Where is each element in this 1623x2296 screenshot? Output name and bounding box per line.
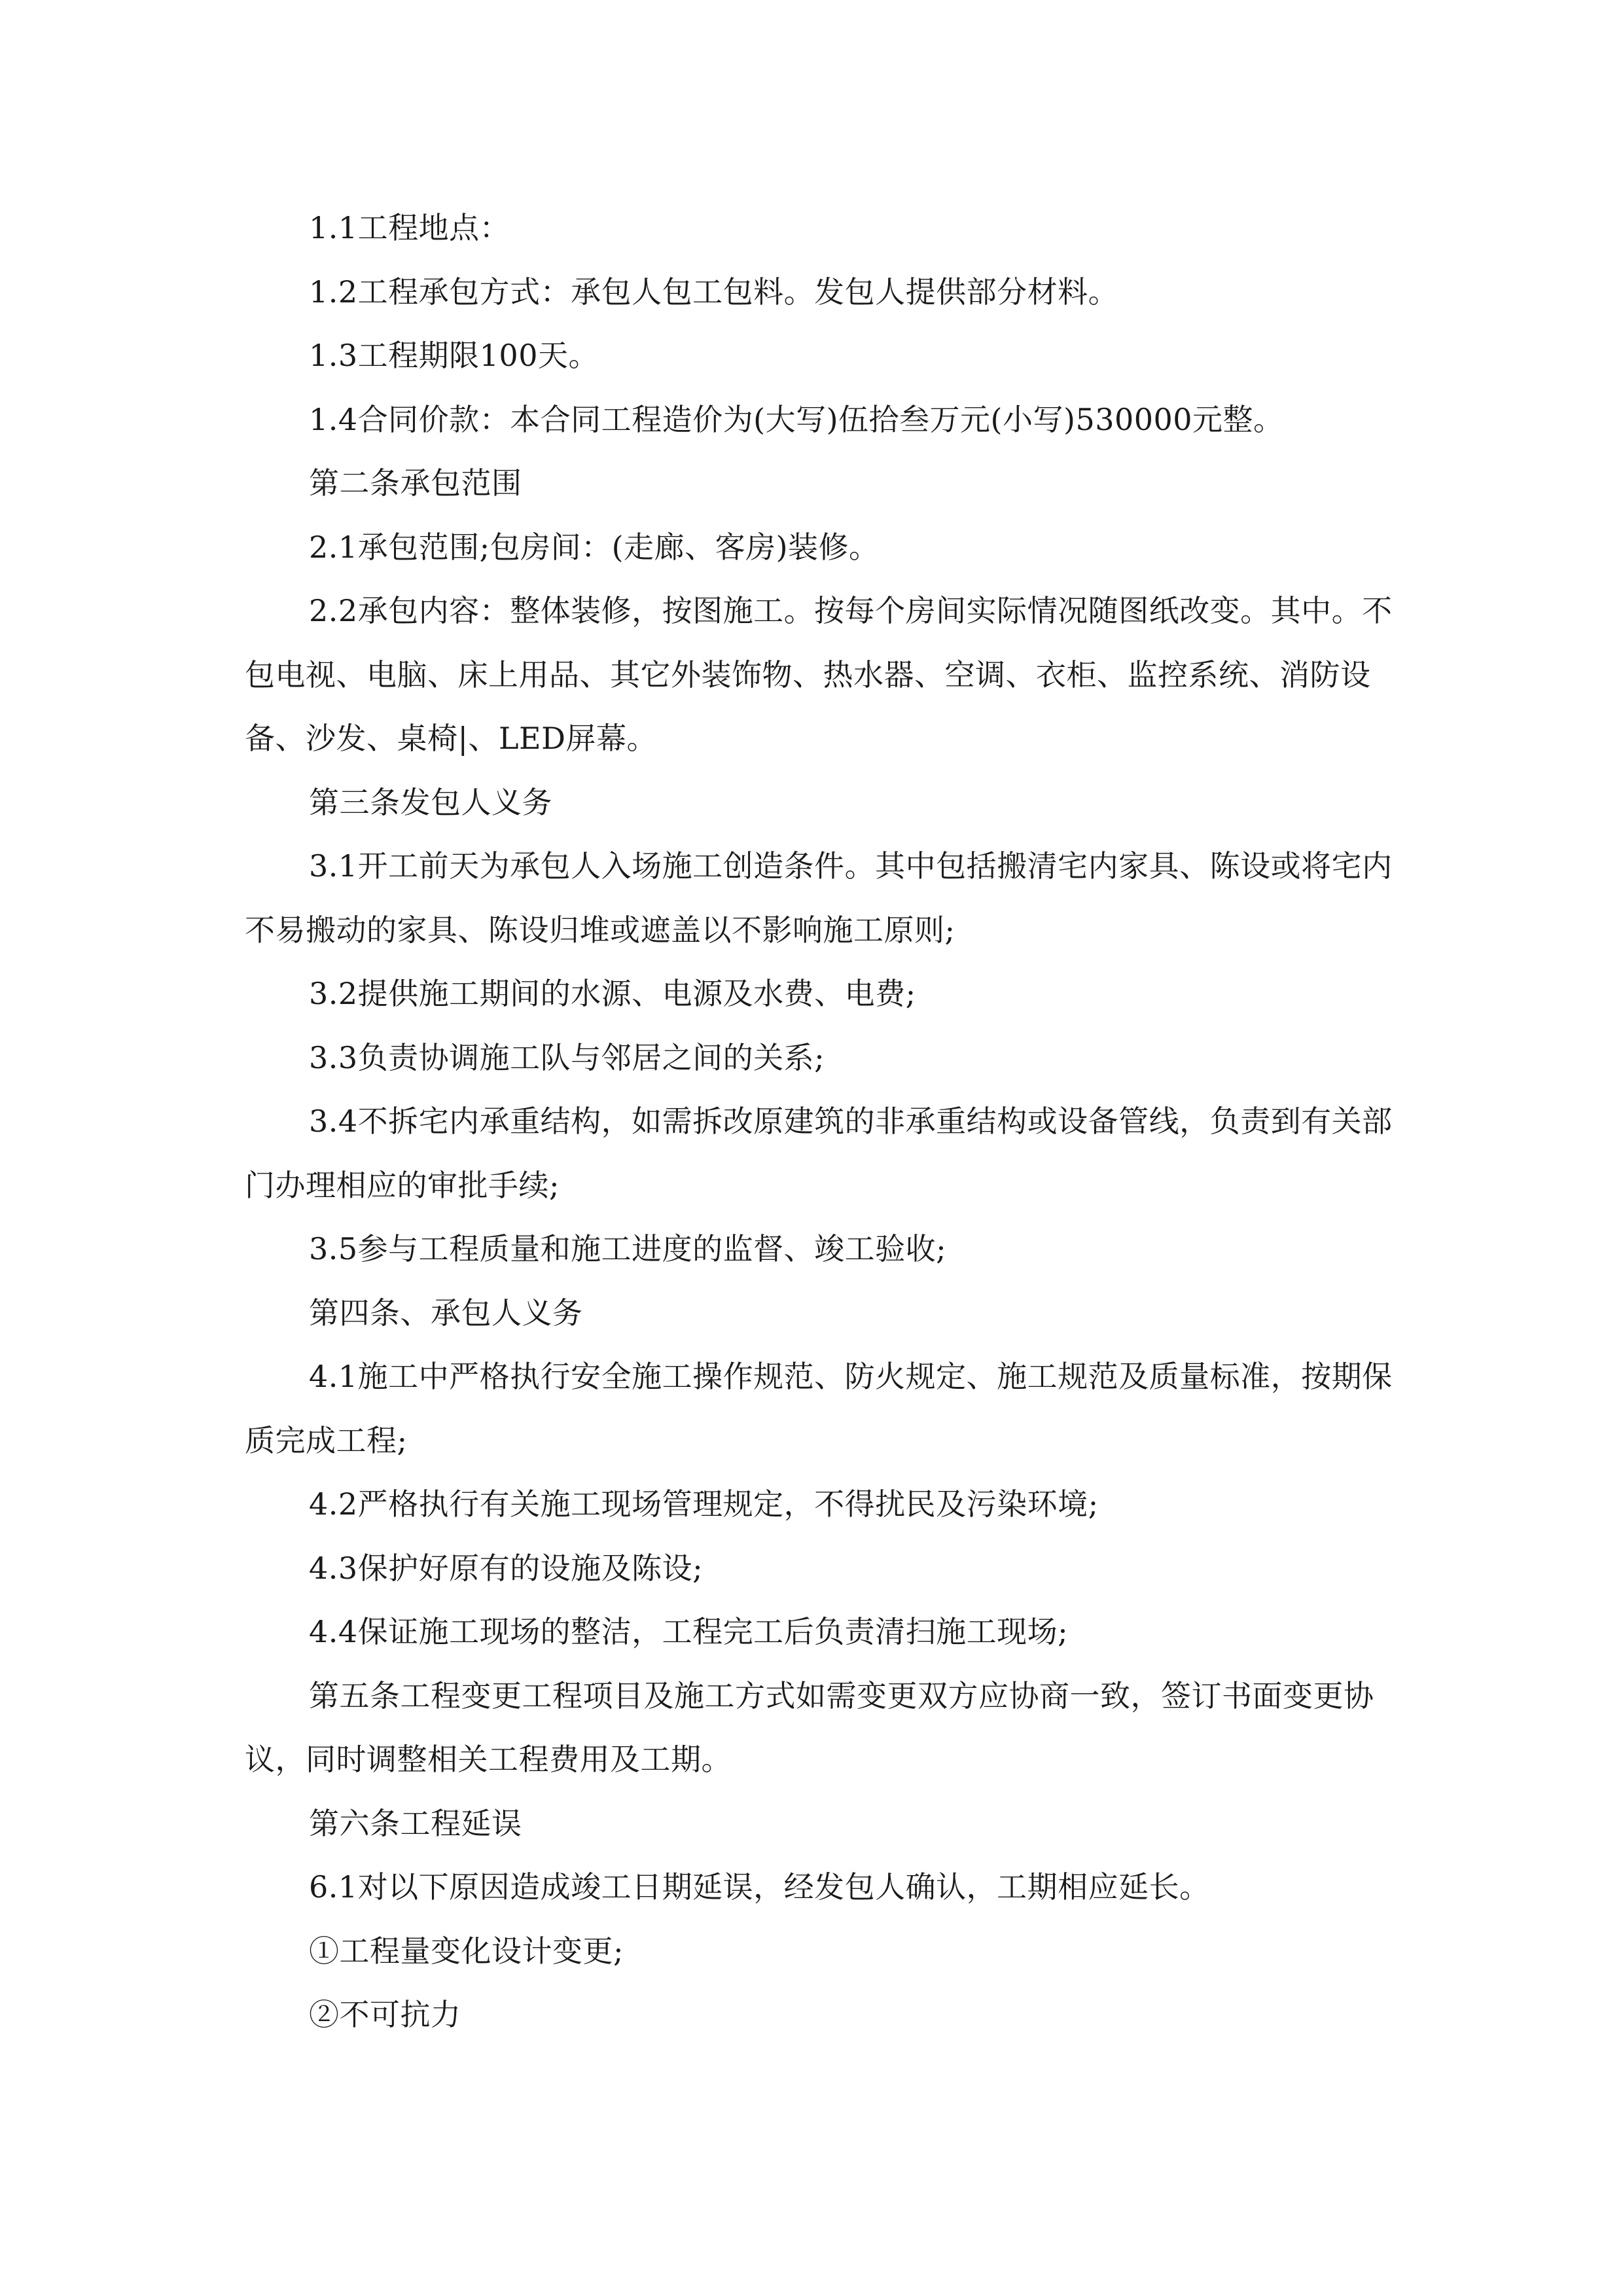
clause-3-4: 3.4不拆宅内承重结构，如需拆改原建筑的非承重结构或设备管线，负责到有关部门办理相应的审批手续; [245,1103,1393,1203]
clause-1-1: 1.1工程地点： [309,210,510,245]
clause-3-3: 3.3负责协调施工队与邻居之间的关系; [309,1039,825,1075]
clause-3-2: 3.2提供施工期间的水源、电源及水费、电费; [309,976,916,1011]
clause-3-5: 3.5参与工程质量和施工进度的监督、竣工验收; [309,1231,947,1266]
article-6-heading: 第六条工程延误 [309,1805,522,1841]
clause-6-1-item-2: ②不可抗力 [309,1997,461,2032]
clause-4-4: 4.4保证施工现场的整洁，工程完工后负责清扫施工现场; [309,1614,1069,1649]
clause-2-2: 2.2承包内容：整体装修，按图施工。按每个房间实际情况随图纸改变。其中。不包电视、电脑、床上用品、其它外装饰物、热水器、空调、衣柜、监控系统、消防设备、沙发、桌椅|、LED屏幕。 [245,593,1393,756]
article-4-heading: 第四条、承包人义务 [309,1295,583,1331]
clause-4-2: 4.2严格执行有关施工现场管理规定，不得扰民及污染环境; [309,1486,1099,1522]
clause-4-1: 4.1施工中严格执行安全施工操作规范、防火规定、施工规范及质量标准，按期保质完成工程; [245,1359,1393,1458]
clause-2-1: 2.1承包范围;包房间：(走廊、客房)装修。 [309,529,880,565]
clause-1-4: 1.4合同价款：本合同工程造价为(大写)伍拾叁万元(小写)530000元整。 [309,401,1284,437]
article-2-heading: 第二条承包范围 [309,465,522,501]
contract-body [245,196,1397,2047]
clause-6-1: 6.1对以下原因造成竣工日期延误，经发包人确认，工期相应延长。 [309,1869,1210,1905]
article-5-paragraph: 第五条工程变更工程项目及施工方式如需变更双方应协商一致，签订书面变更协议，同时调整相关工程费用及工期。 [245,1677,1374,1777]
clause-1-3: 1.3工程期限100天。 [309,338,599,373]
clause-6-1-item-1: ①工程量变化设计变更; [309,1933,624,1969]
clause-4-3: 4.3保护好原有的设施及陈设; [309,1550,704,1586]
clause-1-2: 1.2工程承包方式：承包人包工包料。发包人提供部分材料。 [309,274,1119,310]
article-3-heading: 第三条发包人义务 [309,784,552,820]
clause-3-1: 3.1开工前天为承包人入场施工创造条件。其中包括搬清宅内家具、陈设或将宅内不易搬动的家具、陈设归堆或遮盖以不影响施工原则; [245,848,1393,948]
